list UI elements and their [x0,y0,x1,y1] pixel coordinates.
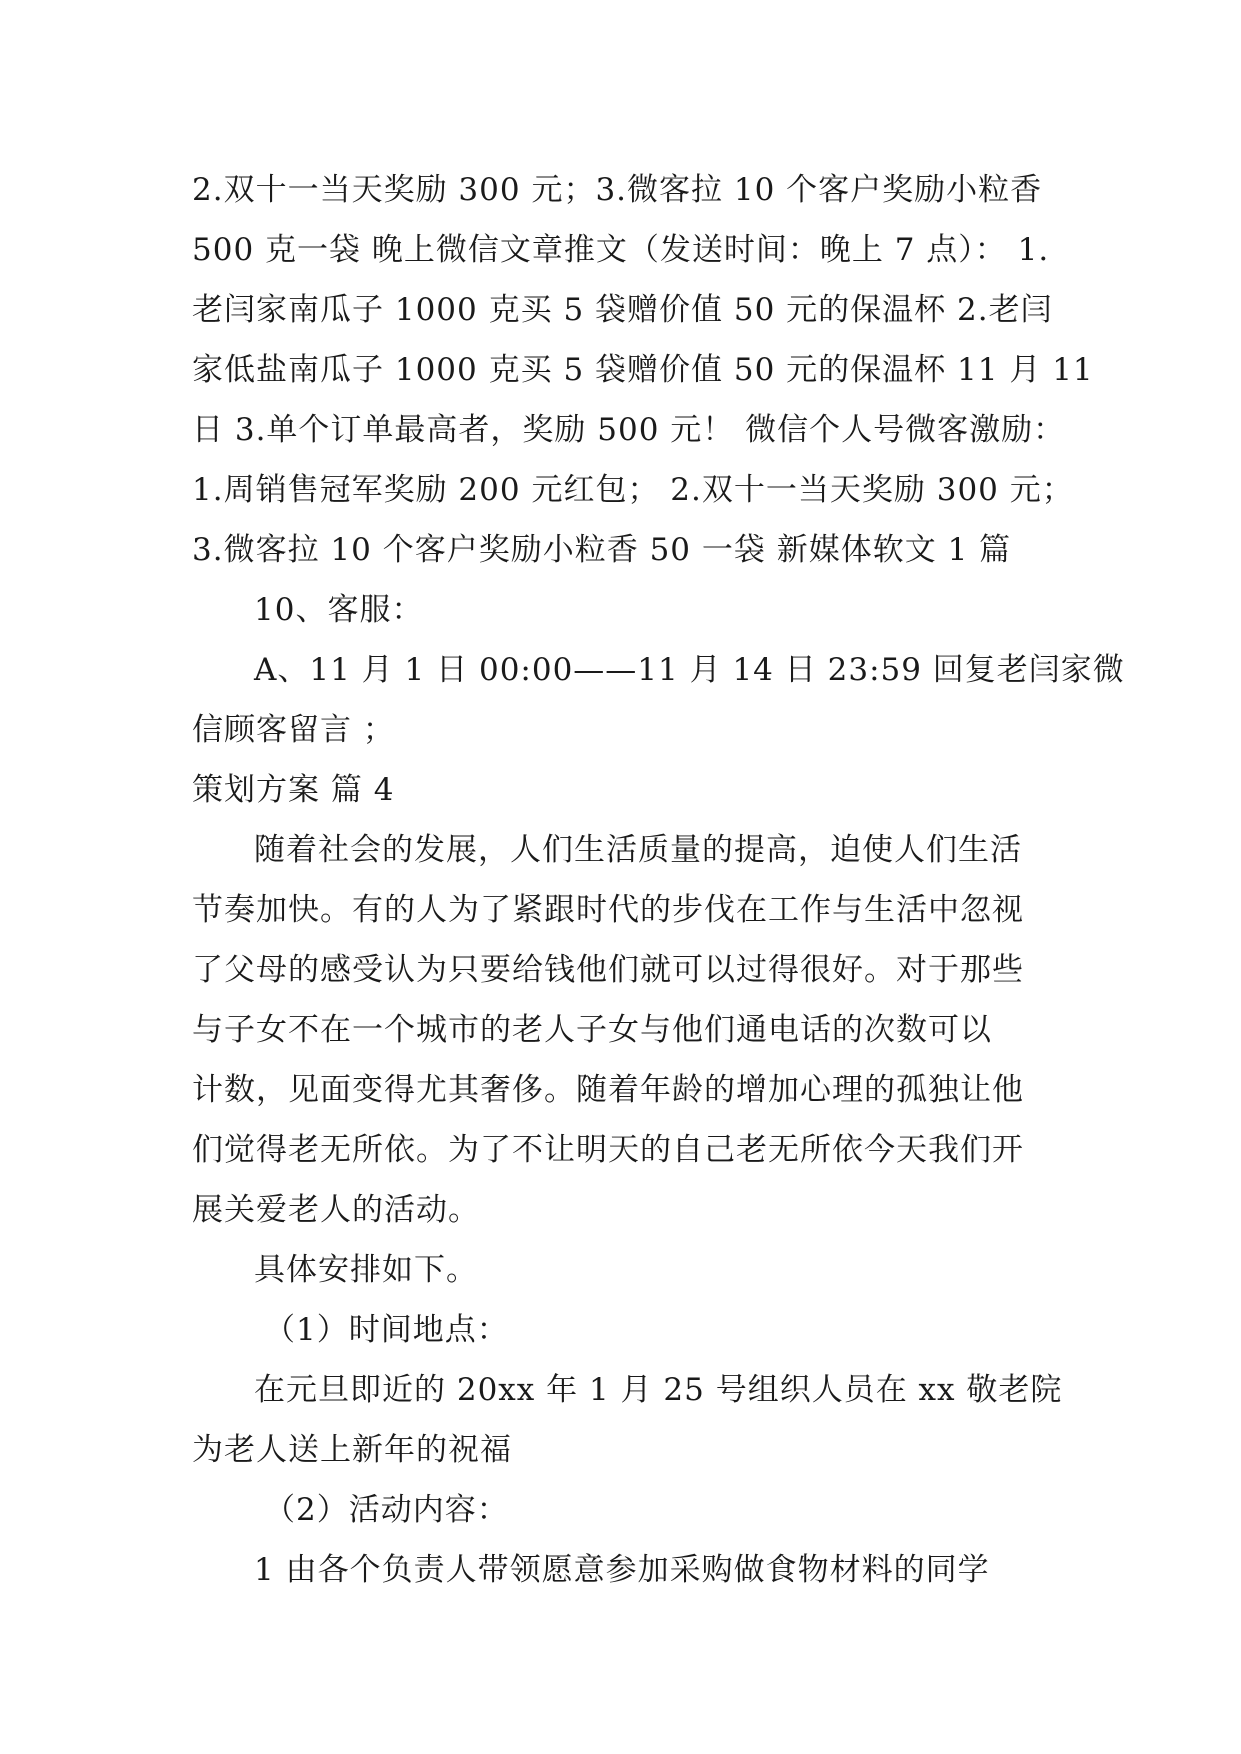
text-line: 500 克一袋 晚上微信文章推文（发送时间：晚上 7 点）： 1. [192,232,1050,268]
text-line: 老闫家南瓜子 1000 克买 5 袋赠价值 50 元的保温杯 2.老闫 [192,292,1053,328]
paragraph-line: 具体安排如下。 [254,1252,478,1288]
paragraph-line: 节奏加快。有的人为了紧跟时代的步伐在工作与生活中忽视 [192,892,1024,928]
paragraph-line: 们觉得老无所依。为了不让明天的自己老无所依今天我们开 [192,1132,1024,1168]
article-heading: 策划方案 篇 4 [192,772,395,808]
paragraph-line: 展关爱老人的活动。 [192,1192,480,1228]
paragraph-line: 随着社会的发展，人们生活质量的提高，迫使人们生活 [254,832,1022,868]
paragraph-line: 与子女不在一个城市的老人子女与他们通电话的次数可以 [192,1012,992,1048]
text-line: 1.周销售冠军奖励 200 元红包； 2.双十一当天奖励 300 元； [192,472,1074,508]
document-page [192,160,1125,1600]
paragraph-line: 在元旦即近的 20xx 年 1 月 25 号组织人员在 xx 敬老院 [254,1372,1063,1408]
text-line: 2.双十一当天奖励 300 元；3.微客拉 10 个客户奖励小粒香 [192,172,1043,208]
text-line: 日 3.单个订单最高者，奖励 500 元！ 微信个人号微客激励： [192,412,1066,448]
paragraph-line: 计数，见面变得尤其奢侈。随着年龄的增加心理的孤独让他 [192,1072,1024,1108]
paragraph-line: 为老人送上新年的祝福 [192,1432,512,1468]
text-line: 3.微客拉 10 个客户奖励小粒香 50 一袋 新媒体软文 1 篇 [192,532,1012,568]
paragraph-line: 了父母的感受认为只要给钱他们就可以过得很好。对于那些 [192,952,1024,988]
text-line: 信顾客留言 ； [192,712,395,748]
subsection-heading: （1）时间地点： [264,1312,509,1348]
text-line: A、11 月 1 日 00:00——11 月 14 日 23:59 回复老闫家微 [254,652,1125,688]
text-line: 家低盐南瓜子 1000 克买 5 袋赠价值 50 元的保温杯 11 月 11 [192,352,1094,388]
section-heading: 10、客服： [254,592,424,628]
subsection-heading: （2）活动内容： [264,1492,509,1528]
paragraph-line: 1 由各个负责人带领愿意参加采购做食物材料的同学 [254,1552,990,1588]
